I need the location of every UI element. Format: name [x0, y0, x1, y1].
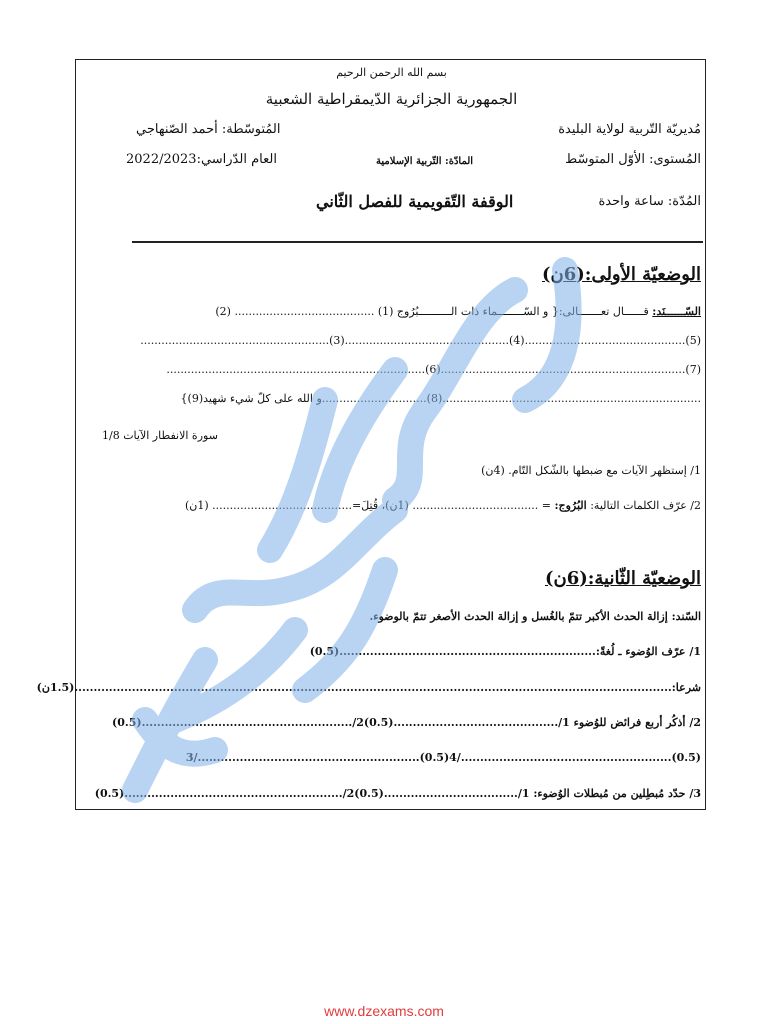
- question-1-2: [185, 499, 701, 512]
- q2-prefix: 2/ عرّف الكلمات التالية:: [590, 499, 701, 512]
- exam-sheet: [36, 59, 706, 810]
- section1-title: الوضعيّة الأولى:(6ن): [542, 264, 701, 285]
- footer-url[interactable]: www.dzexams.com: [324, 1003, 444, 1019]
- q2-word: البُرُوج:: [554, 499, 587, 512]
- question-1-1: 1/ إستظهر الآيات مع ضبطها بالشّكل التّام. (4ن): [481, 464, 701, 477]
- section1-line2: ......................................................(3)...............................................(4)..............................................(5): [140, 334, 701, 347]
- school-name: المُتوسّطة: أحمد الصّنهاجي: [136, 122, 281, 137]
- section1-line4: ..........................................................................(8)..............................و الله على كلّ شيء شهيد(9)}: [180, 392, 701, 405]
- exam-title: الوقفة التّقويمية للفصل الثّاني: [316, 192, 514, 211]
- question-2-2a: 2/ أذكُر أربع فرائض للوُضوء 1/...........................................(0.5)2/.......................................................(0.5): [112, 716, 701, 729]
- basmala: بسم الله الرحمن الرحيم: [336, 66, 447, 79]
- question-2-1-lang: 1/ عرّف الوُضوء ـ لُغةً:...................................................................(0.5): [309, 645, 701, 658]
- section1-line3: ..........................................................................(6)......................................................................(7): [166, 363, 701, 376]
- header-divider: [132, 241, 703, 243]
- section2-support: السّند: إزالة الحدث الأكبر تتمّ بالغُسل و إزالة الحدث الأصغر تتمّ بالوضوء.: [369, 610, 701, 623]
- support-label: السّــــــنَد:: [652, 305, 701, 318]
- question-2-1-shar: شرعا:............................................................................................................................................................(1.5ن): [36, 681, 701, 694]
- section1-line1: [81, 305, 701, 318]
- verse-line1: قــــــال تعـــــــالى:{ و السّــــــــماء ذات الــــــــــبُرُوج (1) ........................................ (2): [215, 305, 649, 318]
- duration: المُدّة: ساعة واحدة: [598, 194, 701, 209]
- question-2-2b: 3/..........................................................(0.5)4/.......................................................(0.5): [185, 751, 701, 764]
- republic-title: الجمهورية الجزائرية الدّيمقراطية الشعبية: [265, 90, 518, 108]
- directorate: مُديريّة التّربية لولاية البليدة: [558, 122, 701, 137]
- q2-rest: = .................................... (1ن)، قُتِلَ=........................................ (1ن): [184, 499, 551, 512]
- school-year: العام الدّراسي:2022/2023: [126, 152, 277, 167]
- level: المُستوى: الأوّل المتوسّط: [565, 152, 701, 167]
- verse-source: سورة الانفطار الآيات 1/8: [102, 429, 218, 442]
- subject: المادّة: التّربية الإسلامية: [376, 156, 474, 167]
- section2-title: الوضعيّة الثّانية:(6ن): [544, 568, 701, 589]
- question-2-3: 3/ حدّد مُبطِلين من مُبطلات الوُضوء: 1/...................................(0.5)2/.........................................................(0.5): [94, 787, 701, 800]
